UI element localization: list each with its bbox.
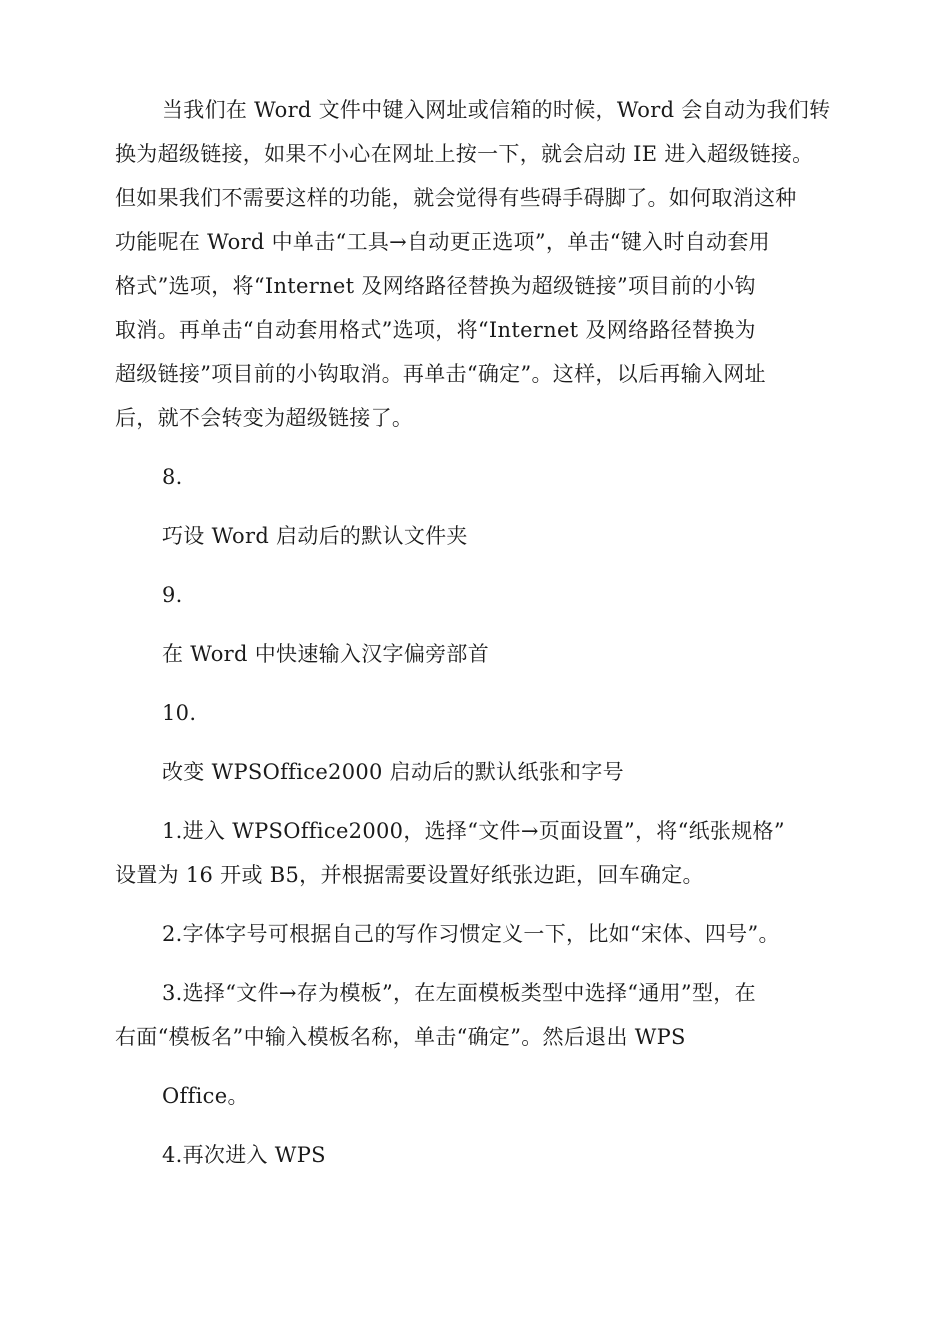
step-line: 3.选择“文件→存为模板”，在左面模板类型中选择“通用”型，在 <box>162 981 756 1005</box>
step-line: 1.进入 WPSOffice2000，选择“文件→页面设置”，将“纸张规格” <box>162 819 785 843</box>
paragraph-line: 功能呢在 Word 中单击“工具→自动更正选项”，单击“键入时自动套用 <box>115 230 770 254</box>
step-line: 2.字体字号可根据自己的写作习惯定义一下，比如“宋体、四号”。 <box>162 922 780 946</box>
item-title: 巧设 Word 启动后的默认文件夹 <box>162 524 468 548</box>
item-title: 在 Word 中快速输入汉字偏旁部首 <box>162 642 490 666</box>
paragraph-line: 取消。再单击“自动套用格式”选项，将“Internet 及网络路径替换为 <box>115 318 756 342</box>
paragraph-line: 但如果我们不需要这样的功能，就会觉得有些碍手碍脚了。如何取消这种 <box>115 186 797 210</box>
paragraph-line: 格式”选项，将“Internet 及网络路径替换为超级链接”项目前的小钩 <box>115 274 756 298</box>
item-title: 改变 WPSOffice2000 启动后的默认纸张和字号 <box>162 760 624 784</box>
paragraph-line: 换为超级链接，如果不小心在网址上按一下，就会启动 IE 进入超级链接。 <box>115 142 814 166</box>
step-line: 4.再次进入 WPS <box>162 1143 326 1167</box>
paragraph-line: 超级链接”项目前的小钩取消。再单击“确定”。这样，以后再输入网址 <box>115 362 766 386</box>
item-number: 10. <box>162 701 197 725</box>
item-number: 8. <box>162 465 183 489</box>
item-number: 9. <box>162 583 183 607</box>
step-line: 右面“模板名”中输入模板名称，单击“确定”。然后退出 WPS <box>115 1025 686 1049</box>
paragraph-line: 当我们在 Word 文件中键入网址或信箱的时候，Word 会自动为我们转 <box>162 98 831 122</box>
paragraph-line: 后，就不会转变为超级链接了。 <box>115 406 414 430</box>
step-line: Office。 <box>162 1084 249 1108</box>
step-line: 设置为 16 开或 B5，并根据需要设置好纸张边距，回车确定。 <box>115 863 704 887</box>
